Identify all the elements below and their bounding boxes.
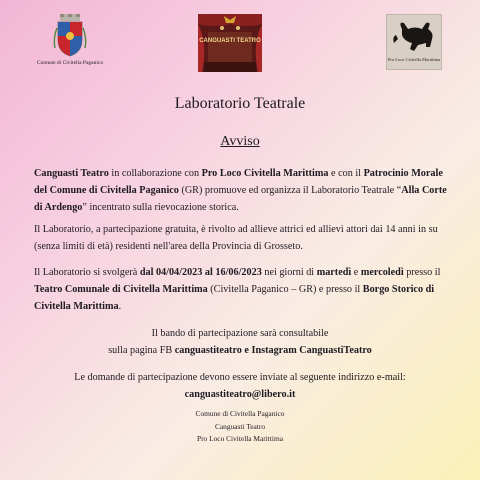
footer-line: Comune di Civitella Paganico bbox=[195, 409, 285, 418]
canguasti-teatro-logo bbox=[198, 14, 262, 72]
pro-loco-logo-text: Pro Loco Civitella Marittima bbox=[387, 57, 441, 62]
patronage: Patrocinio Morale del Comune di Civitella Paganico bbox=[34, 168, 443, 196]
canguasti-logo-text: CANGUASTI TEATRO bbox=[199, 38, 261, 44]
paragraph-intro: Canguasti Teatro in collaborazione con Pro Loco Civitella Marittima e con il Patrocinio Morale del Comune di Civitella Paganico (GR) promuove ed organizza il Laboratorio Teatrale “Alla Corte di Ardengo” incentrato sulla rievocazione storica. bbox=[34, 168, 447, 213]
footer-line: Canguasti Teatro bbox=[214, 421, 266, 431]
footer-line: Pro Loco Civitella Marittima bbox=[196, 434, 283, 444]
contact-email[interactable]: canguastiteatro@libero.it bbox=[184, 389, 296, 400]
venue-theatre: Teatro Comunale di Civitella Marittima bbox=[34, 284, 208, 295]
subtitle-avviso: Avviso bbox=[220, 134, 260, 149]
comune-logo bbox=[30, 14, 110, 66]
pro-loco-logo bbox=[386, 14, 442, 70]
comune-logo-caption: Comune di Civitella Paganico bbox=[36, 60, 104, 66]
day-wednesday: mercoledì bbox=[360, 267, 404, 278]
bull-icon bbox=[388, 17, 442, 57]
footer bbox=[0, 408, 480, 446]
paragraph-domande: Le domande di partecipazione devono essere inviate al seguente indirizzo e-mail: canguastiteatro@libero.it bbox=[74, 372, 406, 400]
day-tuesday: martedì bbox=[316, 267, 352, 278]
lab-name: Alla Corte di Ardengo bbox=[34, 185, 447, 213]
paragraph-eligibility: Il Laboratorio, a partecipazione gratuita, è rivolto ad allieve attrici ed allievi attori dai 14 anni in su (senza limiti di età) residenti nell'area della Provincia di Grosseto. bbox=[34, 224, 438, 252]
org-name: Canguasti Teatro bbox=[34, 168, 109, 179]
comune-crest-icon bbox=[53, 14, 87, 58]
date-range: dal 04/04/2023 al 16/06/2023 bbox=[139, 267, 262, 278]
paragraph-schedule: Il Laboratorio si svolgerà dal 04/04/2023 al 16/06/2023 nei giorni di martedì e mercoledì presso il Teatro Comunale di Civitella Marittima (Civitella Paganico – GR) e presso il Borgo Storico di Civitella Marittima. bbox=[34, 267, 441, 312]
logos-header bbox=[0, 0, 480, 100]
social-handles: canguastiteatro e Instagram CanguastiTeatro bbox=[174, 345, 372, 356]
partner-name: Pro Loco Civitella Marittima bbox=[201, 168, 329, 179]
page-title: Laboratorio Teatrale bbox=[174, 95, 306, 112]
paragraph-bando: Il bando di partecipazione sarà consultabile sulla pagina FB canguastiteatro e Instagram CanguastiTeatro bbox=[108, 328, 372, 356]
venue-borgo: Borgo Storico di Civitella Marittima bbox=[34, 284, 435, 312]
